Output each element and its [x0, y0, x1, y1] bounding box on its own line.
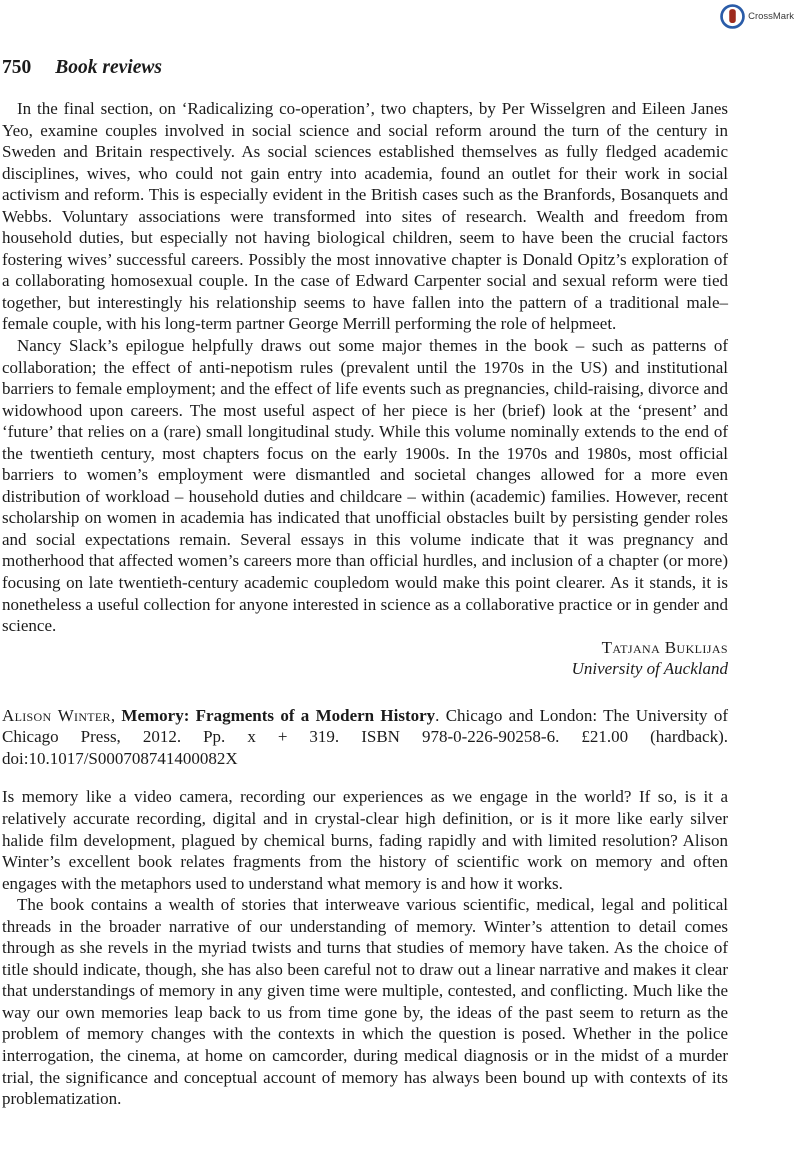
page-content: [2, 56, 728, 1110]
book-citation: [2, 705, 728, 770]
crossmark-label: CrossMark: [748, 11, 794, 22]
reviewer-affiliation: University of Auckland: [571, 659, 728, 679]
review-paragraph: Nancy Slack’s epilogue helpfully draws out some major themes in the book – such as patterns of collaboration; the effect of anti-nepotism rules (prevalent until the 1970s in the US) and institutional barriers to female employment; and the effect of life events such as pregnancies, child-raising, divorce and widowhood upon careers. The most useful aspect of her piece is her (brief) look at the ‘present’ and ‘future’ that relies on a (rare) small longitudinal study. While this volume nominally extends to the end of the twentieth century, most chapters focus on the early 1900s. In the 1970s and 1980s, most official barriers to women’s employment were dismantled and societal changes allowed for a more even distribution of workload – household duties and childcare – within (academic) families. However, recent scholarship on women in academia has indicated that unofficial obstacles built by persisting gender roles and social expectations remain. Several essays in this volume indicate that it was pregnancy and motherhood that affected women’s careers more than official hurdles, and inclusion of a chapter (or more) focusing on late twentieth-century academic coupledom would make this point clearer. As it stands, it is nonetheless a useful collection for anyone interested in science as a collaborative practice or in gender and science.: [2, 336, 728, 636]
crossmark-badge[interactable]: [720, 4, 794, 29]
section-title: Book reviews: [55, 57, 162, 78]
review-paragraph: In the final section, on ‘Radicalizing co-operation’, two chapters, by Per Wisselgren and Eileen Janes Yeo, examine couples involved in social science and social reform around the turn of the century in Sweden and Britain respectively. As social sciences established themselves as fully fledged academic disciplines, wives, who could not gain entry into academia, found an outlet for their work in social activism and reform. This is especially evident in the British cases such as the Branfords, Bosanquets and Webbs. Voluntary associations were transformed into sites of research. Wealth and freedom from household duties, but especially not having biological children, seem to have been the crucial factors fostering wives’ successful careers. Possibly the most innovative chapter is Donald Opitz’s exploration of a collaborating homosexual couple. In the case of Edward Carpenter social and sexual reform were tied together, but interestingly his relationship seems to have fallen into the pattern of a traditional male–female couple, with his long-term partner George Merrill performing the role of helpmeet.: [2, 99, 728, 334]
crossmark-icon: [720, 4, 745, 29]
current-review-body: [2, 786, 728, 1109]
review-paragraph: The book contains a wealth of stories that interweave various scientific, medical, legal and political threads in the broader narrative of our understanding of memory. Winter’s attention to detail comes through as she revels in the myriad twists and turns that studies of memory have taken. As the choice of title should indicate, though, she has also been careful not to draw out a linear narrative and makes it clear that understandings of memory in any given time were multiple, contested, and conflicting. Much like the way our own memories leap back to us from time gone by, the ideas of the past seem to return as the problem of memory changes with the contexts in which the question is posed. Whether in the police interrogation, the cinema, at home on camcorder, during medical diagnosis or in the midst of a murder trial, the significance and conceptual account of memory has always been bound up with contexts of its problematization.: [2, 895, 728, 1109]
previous-review-body: [2, 98, 728, 637]
page-number: 750: [2, 57, 32, 78]
running-head: [2, 56, 728, 80]
citation-book-title: Memory: Fragments of a Modern History: [121, 705, 436, 725]
citation-separator: ,: [110, 705, 122, 725]
citation-author: Alison Winter: [2, 705, 111, 725]
reviewer-attribution: [2, 637, 728, 680]
reviewer-name: Tatjana Buklijas: [601, 637, 728, 657]
current-review: [2, 705, 728, 1110]
citation-details: . Chicago and London: The University of Chicago Press, 2012. Pp. x + 319. ISBN 978-0-226-90258-6. £21.00 (hardback). doi:10.1017/S000708741400082X: [2, 705, 729, 768]
review-paragraph: Is memory like a video camera, recording our experiences as we engage in the world? If so, is it a relatively accurate recording, digital and in crystal-clear high definition, or is it more like early silver halide film development, plagued by chemical burns, fading rapidly and with limited resolution? Alison Winter’s excellent book relates fragments from the history of scientific work on memory and often engages with the metaphors used to understand what memory is and how it works.: [2, 787, 728, 893]
